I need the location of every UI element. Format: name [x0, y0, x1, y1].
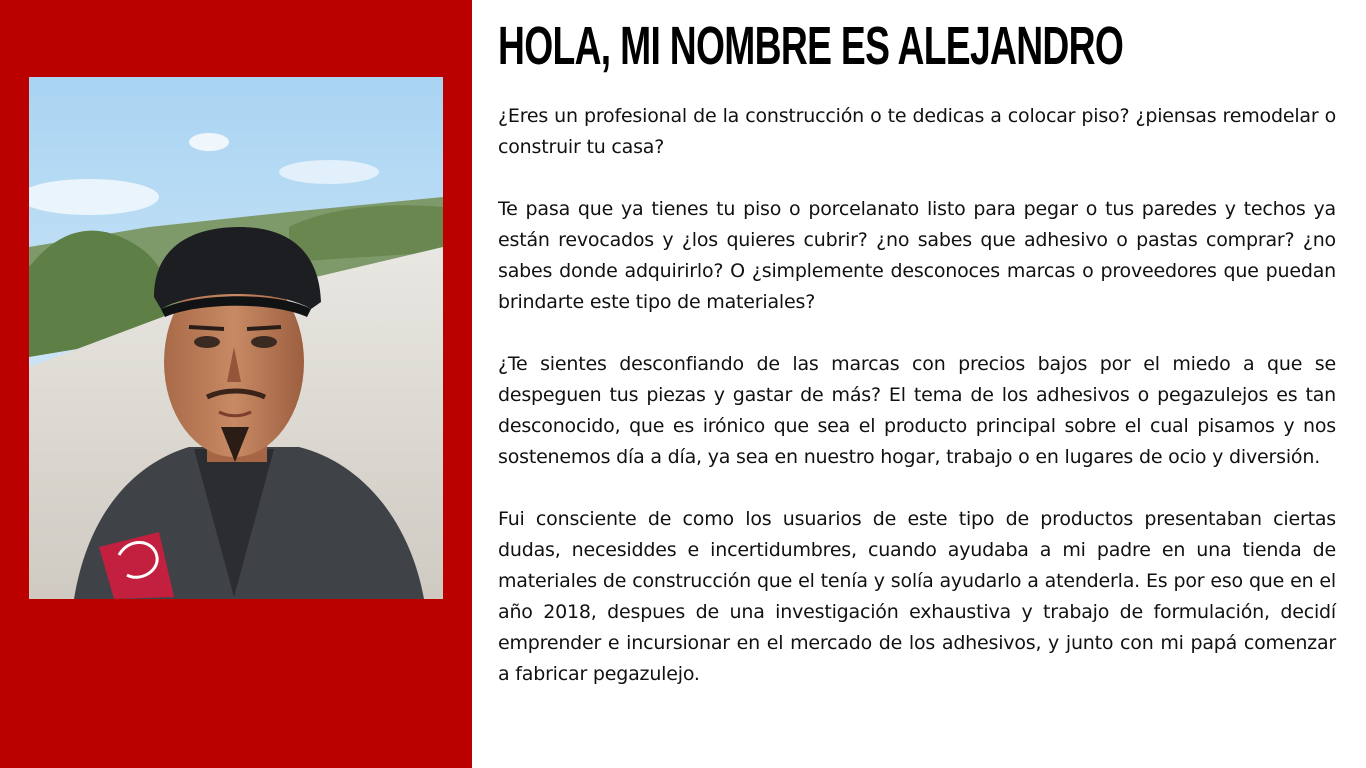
content-panel [498, 0, 1336, 768]
body-text [498, 101, 1336, 721]
red-side-panel [0, 0, 472, 768]
profile-photo [29, 77, 443, 599]
paragraph-doubts: ¿Te sientes desconfiando de las marcas con precios bajos por el miedo a que se despeguen tus piezas y gastar de más? El tema de los adhesivos o pegazulejos es tan desconocido, que es irónico que sea el producto principal sobre el cual pisamos y nos sostenemos día a día, ya sea en nuestro hogar, trabajo o en lugares de ocio y diversión. [498, 353, 1336, 468]
paragraph-story: Fui consciente de como los usuarios de este tipo de productos presentaban ciertas dudas, necesiddes e incertidumbres, cuando ayudaba a mi padre en una tienda de materiales de construcción que el tenía y solía ayudarlo a atenderla. Es por eso que en el año 2018, despues de una investigación exhaustiva y trabajo de formulación, decidí emprender e incursionar en el mercado de los adhesivos, y junto con mi papá comenzar a fabricar pegazulejo. [498, 508, 1336, 685]
paragraph-problem: Te pasa que ya tienes tu piso o porcelanato listo para pegar o tus paredes y techos ya están revocados y ¿los quieres cubrir? ¿no sabes que adhesivo o pastas comprar? ¿no sabes donde adquirirlo? O ¿simplemente desconoces marcas o proveedores que puedan brindarte este tipo de materiales? [498, 198, 1336, 313]
page-title: HOLA, MI NOMBRE ES ALEJANDRO [498, 16, 1124, 76]
paragraph-intro: ¿Eres un profesional de la construcción o te dedicas a colocar piso? ¿piensas remodelar o construir tu casa? [498, 105, 1336, 158]
